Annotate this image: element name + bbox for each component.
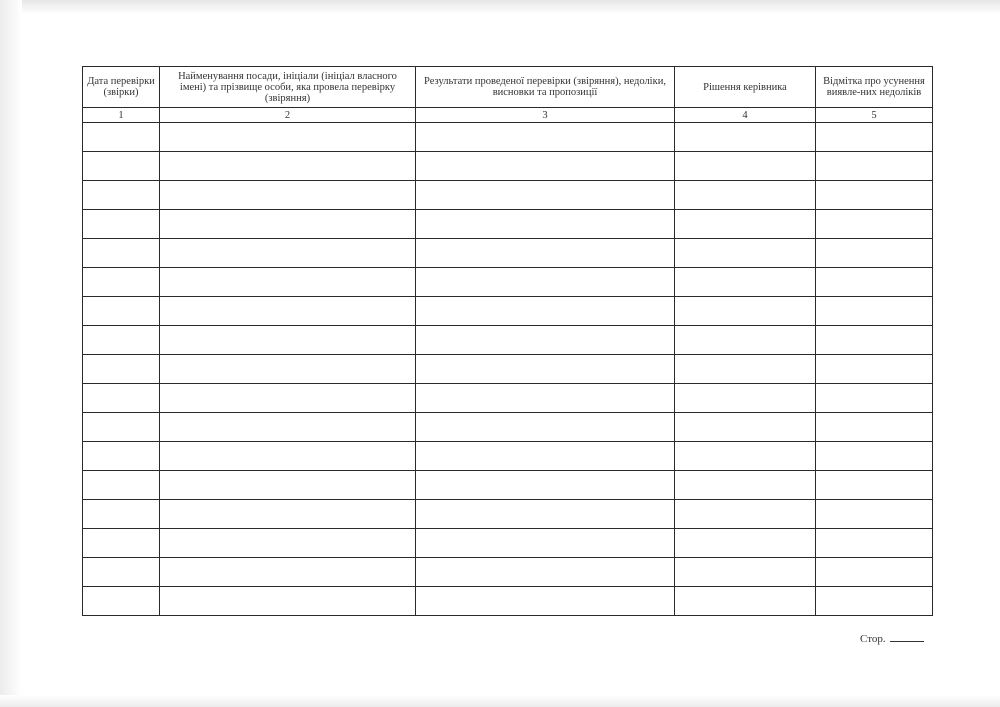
table-row (83, 558, 933, 587)
table-cell (160, 355, 416, 384)
table-cell (83, 210, 160, 239)
scan-shadow-top (0, 0, 1000, 14)
table-cell (160, 471, 416, 500)
table-cell (160, 239, 416, 268)
table-cell (416, 210, 675, 239)
header-inspector: Найменування посади, ініціали (ініціал власного імені) та прізвище особи, яка провела перевірку (звіряння) (160, 67, 416, 108)
table-row (83, 384, 933, 413)
column-number-row (83, 108, 933, 123)
column-number: 1 (83, 108, 160, 123)
table-cell (816, 413, 933, 442)
table-cell (675, 268, 816, 297)
table-row (83, 355, 933, 384)
table-cell (160, 587, 416, 616)
table-row (83, 268, 933, 297)
table-cell (816, 558, 933, 587)
table-cell (160, 326, 416, 355)
table-cell (416, 239, 675, 268)
table-cell (160, 268, 416, 297)
table-cell (83, 355, 160, 384)
header-results: Результати проведеної перевірки (звіряння), недоліки, висновки та пропозиції (416, 67, 675, 108)
table-cell (416, 181, 675, 210)
table-cell (416, 384, 675, 413)
table-cell (83, 558, 160, 587)
table-cell (160, 558, 416, 587)
column-number: 2 (160, 108, 416, 123)
table-cell (416, 500, 675, 529)
table-cell (675, 355, 816, 384)
table-cell (160, 297, 416, 326)
table-cell (83, 442, 160, 471)
table-row (83, 181, 933, 210)
column-number: 3 (416, 108, 675, 123)
table-row (83, 471, 933, 500)
table-cell (160, 210, 416, 239)
scan-shadow-left (0, 0, 22, 707)
header-row (83, 67, 933, 108)
header-date: Дата перевірки (звірки) (83, 67, 160, 108)
table-cell (160, 152, 416, 181)
header-decision: Рішення керівника (675, 67, 816, 108)
table-cell (416, 326, 675, 355)
table-row (83, 326, 933, 355)
table-cell (160, 123, 416, 152)
table-cell (675, 326, 816, 355)
table-cell (83, 123, 160, 152)
page-label: Стор. (860, 633, 886, 645)
table-cell (816, 384, 933, 413)
table-cell (675, 384, 816, 413)
table-cell (83, 297, 160, 326)
table-cell (816, 471, 933, 500)
table-cell (416, 587, 675, 616)
table-cell (816, 152, 933, 181)
scan-shadow-bottom (0, 695, 1000, 707)
table-cell (416, 297, 675, 326)
table-cell (675, 210, 816, 239)
table-row (83, 297, 933, 326)
table-cell (160, 384, 416, 413)
table-cell (675, 500, 816, 529)
table-cell (416, 152, 675, 181)
table-cell (675, 471, 816, 500)
table-cell (83, 413, 160, 442)
table-cell (675, 152, 816, 181)
table-cell (416, 529, 675, 558)
table-row (83, 239, 933, 268)
table-row (83, 210, 933, 239)
table-cell (816, 297, 933, 326)
column-number: 5 (816, 108, 933, 123)
table-cell (160, 442, 416, 471)
table-cell (816, 326, 933, 355)
table-cell (416, 268, 675, 297)
table-cell (83, 587, 160, 616)
inspection-log-table (82, 66, 933, 616)
table-cell (675, 123, 816, 152)
table-cell (816, 123, 933, 152)
table-cell (160, 181, 416, 210)
table-cell (675, 529, 816, 558)
table-cell (816, 587, 933, 616)
table-cell (816, 239, 933, 268)
table-cell (83, 268, 160, 297)
table-row (83, 442, 933, 471)
table-cell (675, 297, 816, 326)
table-cell (416, 442, 675, 471)
table-cell (675, 239, 816, 268)
column-number: 4 (675, 108, 816, 123)
table-cell (83, 471, 160, 500)
table-cell (416, 558, 675, 587)
header-remedy-mark: Відмітка про усунення виявле-них недоліків (816, 67, 933, 108)
table-row (83, 529, 933, 558)
table-cell (675, 442, 816, 471)
table-cell (816, 442, 933, 471)
table-row (83, 500, 933, 529)
table-cell (816, 268, 933, 297)
table-cell (816, 529, 933, 558)
table-body (83, 123, 933, 616)
table-cell (416, 413, 675, 442)
table-row (83, 413, 933, 442)
table-row (83, 152, 933, 181)
table-cell (416, 355, 675, 384)
table-cell (675, 558, 816, 587)
table-cell (160, 500, 416, 529)
table-cell (83, 239, 160, 268)
table-cell (83, 326, 160, 355)
table-cell (416, 471, 675, 500)
table-cell (83, 181, 160, 210)
table-cell (816, 500, 933, 529)
table-cell (83, 152, 160, 181)
page-number-blank (890, 632, 924, 642)
table-cell (675, 413, 816, 442)
page-number-field (860, 632, 924, 645)
table-cell (83, 500, 160, 529)
table-row (83, 123, 933, 152)
table-cell (416, 123, 675, 152)
table-cell (160, 529, 416, 558)
table-cell (816, 181, 933, 210)
table-row (83, 587, 933, 616)
table-cell (160, 413, 416, 442)
table-cell (83, 384, 160, 413)
table-cell (816, 355, 933, 384)
table-cell (675, 587, 816, 616)
table-cell (83, 529, 160, 558)
table-cell (675, 181, 816, 210)
table-cell (816, 210, 933, 239)
